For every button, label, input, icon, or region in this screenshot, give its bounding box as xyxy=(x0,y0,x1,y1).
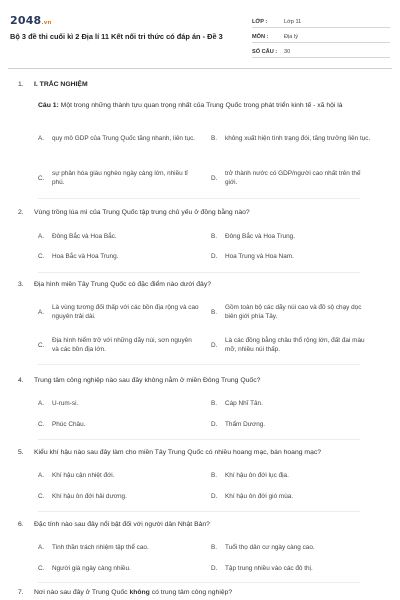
question-text: Đặc tính nào sau đây nổi bật đối với người dân Nhật Bản? xyxy=(34,521,210,528)
option-letter: A. xyxy=(38,472,45,479)
option-b[interactable] xyxy=(211,134,373,143)
option-letter: D. xyxy=(211,565,218,572)
option-a[interactable] xyxy=(38,232,200,241)
option-letter: D. xyxy=(211,493,218,500)
option-text: Người già ngày càng nhiều. xyxy=(52,565,131,572)
option-c[interactable] xyxy=(38,420,200,429)
meta-value: Địa lý xyxy=(284,33,298,40)
section-heading xyxy=(18,80,388,90)
option-text: Tuổi thọ dân cư ngày càng cao. xyxy=(225,544,315,551)
option-d[interactable] xyxy=(211,336,373,354)
option-letter: A. xyxy=(38,233,45,240)
option-text: Đông Bắc và Hoa Bắc. xyxy=(52,233,117,240)
meta-value: Lớp 11 xyxy=(284,18,302,25)
option-letter: A. xyxy=(38,135,45,142)
section-number: 1. xyxy=(18,81,24,88)
option-divider xyxy=(38,364,360,365)
option-b[interactable] xyxy=(211,232,373,241)
option-letter: B. xyxy=(211,544,218,551)
option-a[interactable] xyxy=(38,134,200,143)
option-c[interactable] xyxy=(38,492,200,501)
question-text: Nơi nào sau đây ở Trung Quốc không có trung tâm công nghiệp? xyxy=(34,589,233,596)
option-letter: B. xyxy=(211,233,218,240)
option-letter: A. xyxy=(38,544,45,551)
option-d[interactable] xyxy=(211,169,373,187)
option-d[interactable] xyxy=(211,420,373,429)
option-text: Cáp Nhĩ Tân. xyxy=(225,400,263,407)
option-letter: D. xyxy=(211,341,218,349)
page-header xyxy=(10,0,390,61)
option-text: sự phân hóa giàu nghèo ngày càng lớn, nhiều tỉ phú. xyxy=(52,170,188,186)
option-d[interactable] xyxy=(211,492,373,501)
option-text: Phúc Châu. xyxy=(52,421,86,428)
option-text: Tinh thần trách nhiệm tập thể cao. xyxy=(52,544,149,551)
option-letter: C. xyxy=(38,341,45,349)
option-divider xyxy=(38,272,360,273)
meta-row-count xyxy=(252,46,390,58)
option-letter: B. xyxy=(211,308,218,316)
header-divider xyxy=(8,68,392,69)
option-b[interactable] xyxy=(211,399,373,408)
option-text: Hoa Bắc và Hoa Trung. xyxy=(52,253,119,260)
question-number: 2. xyxy=(18,209,24,216)
option-text: quy mô GDP của Trung Quốc tăng nhanh, liên tục. xyxy=(52,135,196,142)
option-text: Đông Bắc và Hoa Trung. xyxy=(225,233,295,240)
question-text: Trung tâm công nghiệp nào sau đây không nằm ở miền Đông Trung Quốc? xyxy=(34,377,261,384)
meta-value: 30 xyxy=(284,48,291,55)
question-number: 5. xyxy=(18,449,24,456)
option-letter: A. xyxy=(38,400,45,407)
question-number: 4. xyxy=(18,377,24,384)
option-letter: A. xyxy=(38,308,45,316)
option-a[interactable] xyxy=(38,471,200,480)
option-text: U-rum-si. xyxy=(52,400,79,407)
option-divider xyxy=(38,582,360,583)
question-text: Một trong những thành tựu quan trọng nhất của Trung Quốc trong phát triển kinh tế - xã hội là xyxy=(58,102,343,109)
question-7 xyxy=(18,588,388,598)
meta-panel xyxy=(252,14,390,61)
question-5 xyxy=(18,448,388,458)
question-number: 3. xyxy=(18,281,24,288)
meta-row-class xyxy=(252,16,390,28)
header-left xyxy=(10,14,238,61)
option-text: không xuất hiện tình trạng đói, tăng trưởng liên tục. xyxy=(225,135,371,142)
option-letter: C. xyxy=(38,174,45,182)
option-a[interactable] xyxy=(38,399,200,408)
option-text: Khí hậu ôn đới hải dương. xyxy=(52,493,127,500)
meta-label: SỐ CÂU : xyxy=(252,48,278,55)
option-letter: B. xyxy=(211,400,218,407)
meta-row-subject xyxy=(252,31,390,43)
option-letter: D. xyxy=(211,421,218,428)
option-text: trở thành nước có GDP/người cao nhất trên thế giới. xyxy=(225,170,361,186)
question-stem xyxy=(38,101,360,111)
meta-label: MÔN : xyxy=(252,33,269,40)
option-text: Tập trung nhiều vào các đô thị. xyxy=(225,565,313,572)
section-title: I. TRẮC NGHIỆM xyxy=(34,81,88,88)
question-6 xyxy=(18,520,388,530)
option-letter: C. xyxy=(38,565,45,572)
document-title: Bộ 3 đề thi cuối kì 2 Địa lí 11 Kết nối tri thức có đáp án - Đề 3 xyxy=(10,32,223,41)
option-letter: C. xyxy=(38,421,45,428)
question-prefix: Câu 1: xyxy=(38,102,59,109)
site-logo[interactable]: 2048.vn xyxy=(10,14,52,27)
option-letter: C. xyxy=(38,493,45,500)
option-letter: D. xyxy=(211,253,218,260)
option-text: Khí hậu ôn đới gió mùa. xyxy=(225,493,294,500)
option-d[interactable] xyxy=(211,252,373,261)
option-divider xyxy=(38,439,360,440)
question-2 xyxy=(18,208,388,218)
question-4 xyxy=(18,376,388,386)
option-c[interactable] xyxy=(38,564,200,573)
option-b[interactable] xyxy=(211,303,373,321)
option-text: Hoa Trung và Hoa Nam. xyxy=(225,253,294,260)
question-text: Vùng trồng lúa mì của Trung Quốc tập trung chủ yếu ở đồng bằng nào? xyxy=(34,209,250,216)
question-text: Kiểu khí hậu nào sau đây làm cho miền Tây Trung Quốc có nhiều hoang mạc, bán hoang mạc? xyxy=(34,449,322,456)
option-c[interactable] xyxy=(38,169,200,187)
option-text: Địa hình hiểm trở với những dãy núi, sơn nguyên và các bồn địa lớn. xyxy=(52,337,192,353)
emphasis-text: không xyxy=(129,589,150,596)
option-a[interactable] xyxy=(38,543,200,552)
meta-label: LỚP : xyxy=(252,18,268,25)
option-a[interactable] xyxy=(38,303,200,321)
option-text: Thẩm Dương. xyxy=(225,421,266,428)
option-divider xyxy=(38,198,360,199)
option-text: Gồm toàn bộ các dãy núi cao và đồ sộ chạy dọc biên giới phía Tây. xyxy=(225,304,362,320)
option-text: Là vùng tương đối thấp với các bồn địa rộng và cao nguyên trải dài. xyxy=(52,304,199,320)
option-b[interactable] xyxy=(211,543,373,552)
option-c[interactable] xyxy=(38,252,200,261)
option-c[interactable] xyxy=(38,336,200,354)
option-letter: D. xyxy=(211,174,218,182)
question-number: 7. xyxy=(18,589,24,596)
option-d[interactable] xyxy=(211,564,373,573)
option-text: Là các đồng bằng châu thổ rộng lớn, đất đai màu mỡ, nhiều núi thấp. xyxy=(225,337,365,353)
option-text: Khí hậu ôn đới lục địa. xyxy=(225,472,289,479)
option-text: Khí hậu cận nhiệt đới. xyxy=(52,472,115,479)
question-text: Địa hình miền Tây Trung Quốc có đặc điểm nào dưới đây? xyxy=(34,281,212,288)
option-letter: C. xyxy=(38,253,45,260)
option-b[interactable] xyxy=(211,471,373,480)
option-divider xyxy=(38,511,360,512)
option-letter: B. xyxy=(211,135,218,142)
question-number: 6. xyxy=(18,521,24,528)
question-3 xyxy=(18,280,388,290)
option-letter: B. xyxy=(211,472,218,479)
